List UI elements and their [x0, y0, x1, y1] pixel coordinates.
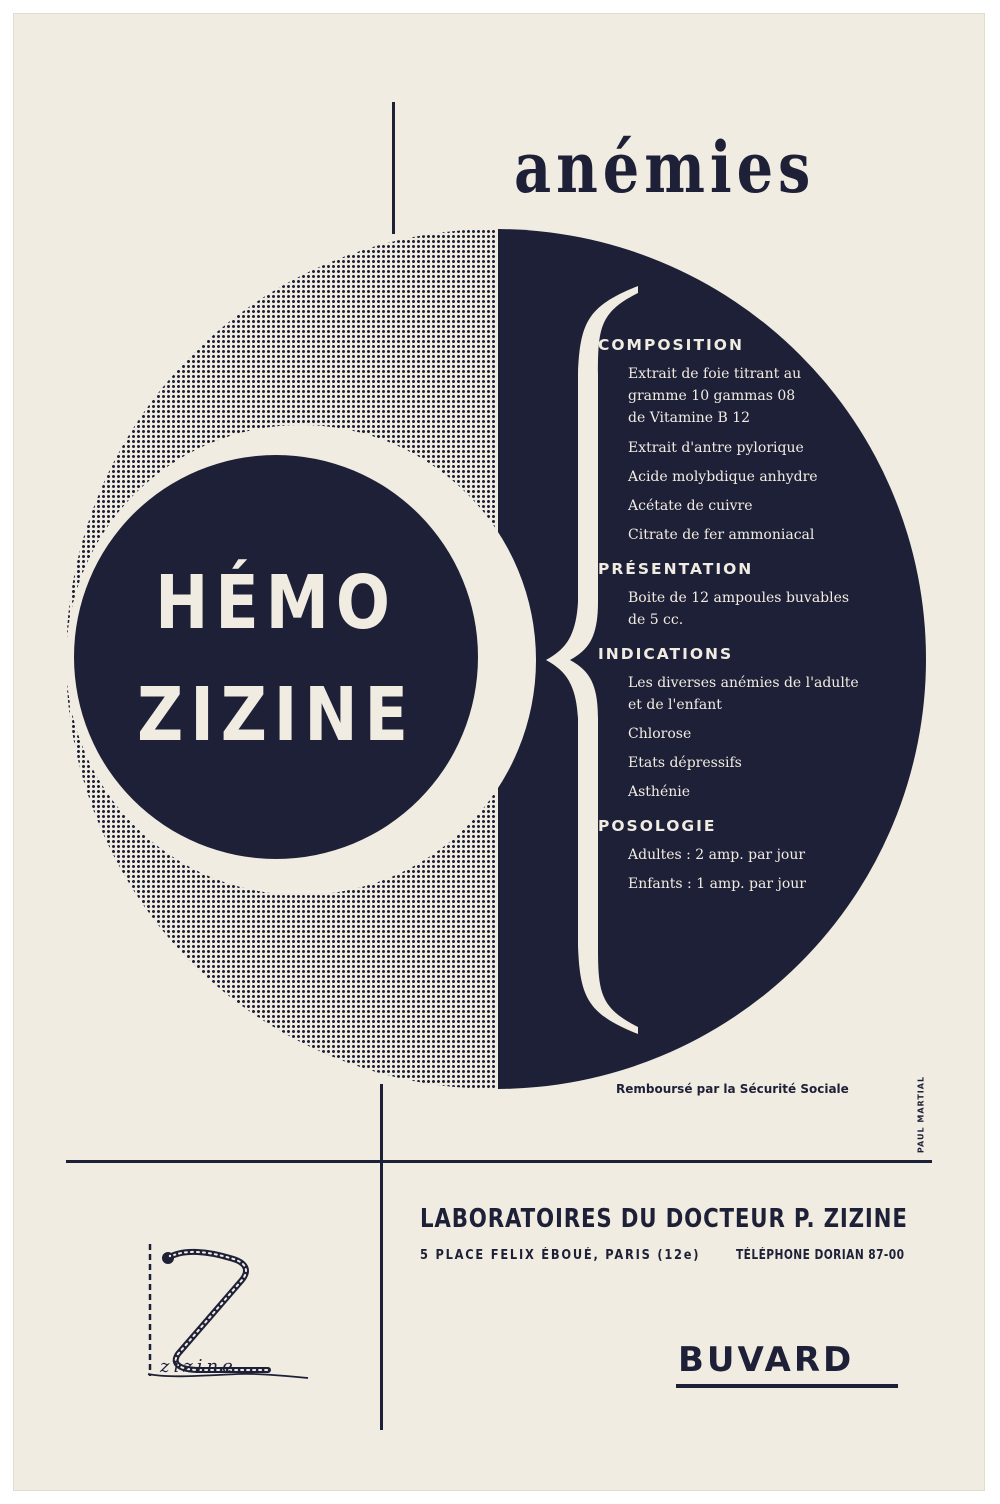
buvard-underline — [676, 1384, 898, 1388]
signature: zizine — [160, 1356, 237, 1377]
lab-phone: TÉLÉPHONE DORIAN 87-00 — [736, 1248, 905, 1263]
brand-disc — [74, 455, 478, 859]
page-title: anémies — [514, 126, 816, 209]
list-item: Enfants : 1 amp. par jour — [628, 876, 806, 892]
brand-line-2: ZIZINE — [137, 672, 415, 758]
section-title-presentation: PRÉSENTATION — [598, 560, 754, 578]
section-title-indications: INDICATIONS — [598, 645, 734, 663]
buvard-label: BUVARD — [678, 1340, 855, 1380]
reimbursed-note: Remboursé par la Sécurité Sociale — [616, 1082, 849, 1096]
list-item: Adultes : 2 amp. par jour — [628, 847, 806, 863]
list-item: et de l'enfant — [628, 697, 722, 713]
horizontal-rule — [66, 1160, 932, 1163]
section-title-composition: COMPOSITION — [598, 336, 744, 354]
list-item: Extrait d'antre pylorique — [628, 440, 804, 456]
list-item: de 5 cc. — [628, 612, 684, 628]
list-item: Acétate de cuivre — [628, 498, 753, 514]
lab-name: LABORATOIRES DU DOCTEUR P. ZIZINE — [420, 1204, 908, 1234]
list-item: Extrait de foie titrant au — [628, 366, 802, 382]
brand-line-1: HÉMO — [155, 560, 397, 646]
top-vertical-rule — [392, 102, 395, 234]
list-item: Boite de 12 ampoules buvables — [628, 590, 850, 606]
bottom-vertical-rule — [380, 1084, 383, 1430]
section-title-posologie: POSOLOGIE — [598, 817, 717, 835]
list-item: Les diverses anémies de l'adulte — [628, 675, 859, 691]
list-item: de Vitamine B 12 — [628, 410, 751, 426]
list-item: Citrate de fer ammoniacal — [628, 527, 815, 543]
list-item: gramme 10 gammas 08 — [628, 388, 796, 404]
lab-address: 5 PLACE FELIX ÉBOUÉ, PARIS (12e) — [420, 1248, 701, 1263]
list-item: Asthénie — [628, 784, 691, 800]
list-item: Chlorose — [628, 726, 692, 742]
product-info — [598, 336, 918, 895]
list-item: Etats dépressifs — [628, 755, 742, 771]
list-item: Acide molybdique anhydre — [628, 469, 818, 485]
artist-credit: PAUL MARTIAL — [916, 1075, 926, 1154]
